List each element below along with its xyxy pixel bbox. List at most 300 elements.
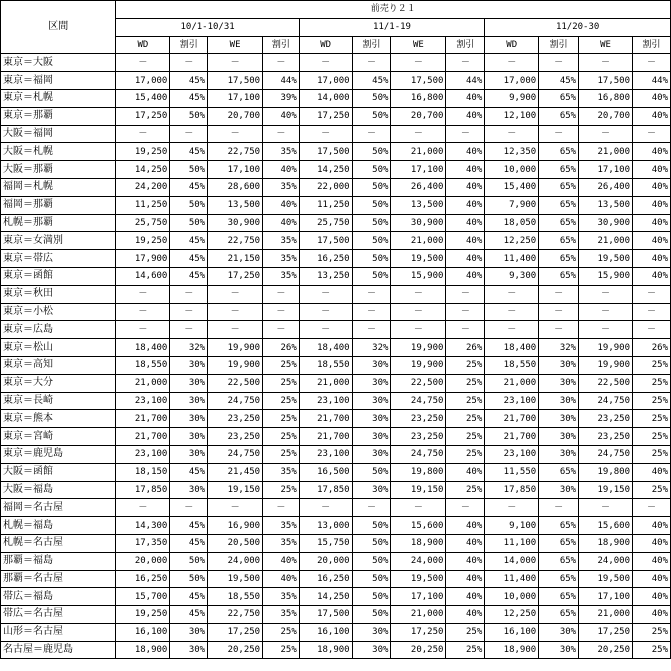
table-row — [1, 570, 671, 588]
we-fare-cell: 21,000 — [391, 143, 446, 161]
we-discount-cell: 40% — [263, 161, 300, 179]
wd-fare-cell: 16,100 — [299, 623, 352, 641]
we-fare-cell: － — [391, 321, 446, 339]
wd-fare-cell: － — [485, 125, 539, 143]
wd-fare-cell: 15,400 — [485, 178, 539, 196]
table-row — [1, 606, 671, 624]
wd-fare-cell: 17,500 — [299, 232, 352, 250]
we-discount-cell: 40% — [633, 232, 671, 250]
route-name: 東京＝熊本 — [1, 410, 116, 428]
wd-discount-cell: 30% — [352, 641, 391, 659]
table-row — [1, 214, 671, 232]
we-fare-cell: 19,500 — [391, 570, 446, 588]
wd-discount-cell: 45% — [170, 517, 208, 535]
wd-discount-cell: － — [539, 125, 579, 143]
wd-discount-cell: － — [170, 54, 208, 72]
we-fare-cell: 17,100 — [208, 89, 263, 107]
we-fare-cell: 24,750 — [208, 392, 263, 410]
route-name: 大阪＝福島 — [1, 481, 116, 499]
wd-fare-cell: 9,300 — [485, 267, 539, 285]
wd-fare-cell: 21,700 — [485, 410, 539, 428]
we-discount-cell: 25% — [263, 481, 300, 499]
wd-discount-cell: 50% — [352, 552, 391, 570]
table-row — [1, 232, 671, 250]
we-discount-cell: 26% — [446, 339, 485, 357]
wd-discount-cell: － — [352, 499, 391, 517]
we-fare-cell: 23,250 — [391, 428, 446, 446]
we-discount-cell: － — [633, 321, 671, 339]
wd-discount-cell: 30% — [352, 374, 391, 392]
route-name: 札幌＝名古屋 — [1, 534, 116, 552]
wd-fare-cell: 21,000 — [299, 374, 352, 392]
route-name: 東京＝女満別 — [1, 232, 116, 250]
we-discount-cell: 25% — [633, 445, 671, 463]
wd-fare-cell: 21,700 — [116, 428, 170, 446]
route-name: 札幌＝福島 — [1, 517, 116, 535]
we-discount-cell: 40% — [446, 196, 485, 214]
we-fare-cell: 20,250 — [579, 641, 633, 659]
we-fare-cell: － — [208, 285, 263, 303]
route-name: 東京＝広島 — [1, 321, 116, 339]
wd-discount-cell: 30% — [170, 623, 208, 641]
we-discount-cell: 40% — [446, 232, 485, 250]
table-row — [1, 428, 671, 446]
period-header-1: 10/1-10/31 — [116, 18, 299, 36]
wd-fare-cell: 12,350 — [485, 143, 539, 161]
wd-discount-cell: 50% — [170, 107, 208, 125]
wd-discount-cell: 30% — [539, 641, 579, 659]
wd-discount-cell: 30% — [170, 410, 208, 428]
we-discount-cell: 25% — [633, 356, 671, 374]
wd-discount-cell: 65% — [539, 143, 579, 161]
we-fare-cell: 13,500 — [579, 196, 633, 214]
we-fare-cell: 19,900 — [208, 356, 263, 374]
wd-fare-cell: － — [485, 321, 539, 339]
we-discount-cell: － — [446, 499, 485, 517]
we-fare-cell: 17,100 — [579, 161, 633, 179]
wd-fare-cell: － — [485, 499, 539, 517]
wd-discount-cell: 45% — [170, 143, 208, 161]
we-fare-cell: 17,100 — [391, 161, 446, 179]
we-discount-cell: 25% — [633, 481, 671, 499]
we-discount-cell: 26% — [263, 339, 300, 357]
wd-discount-cell: 45% — [170, 178, 208, 196]
wd-fare-cell: 11,400 — [485, 250, 539, 268]
we-discount-cell: － — [263, 321, 300, 339]
we-fare-cell: 22,500 — [579, 374, 633, 392]
we-fare-cell: 19,150 — [391, 481, 446, 499]
we-fare-cell: 24,000 — [391, 552, 446, 570]
wd-fare-cell: 18,550 — [485, 356, 539, 374]
table-row — [1, 54, 671, 72]
wd-fare-cell: － — [299, 285, 352, 303]
we-fare-cell: 19,150 — [208, 481, 263, 499]
wd-fare-cell: 23,100 — [116, 445, 170, 463]
wd-discount-cell: 50% — [352, 214, 391, 232]
we-fare-cell: － — [579, 125, 633, 143]
route-name: 東京＝鹿児島 — [1, 445, 116, 463]
we-discount-cell: 40% — [633, 178, 671, 196]
wd-discount-cell: 50% — [352, 89, 391, 107]
wd-discount-cell: 65% — [539, 463, 579, 481]
wd-discount-cell: 30% — [170, 428, 208, 446]
we-fare-cell: 17,500 — [579, 72, 633, 90]
we-discount-cell: 40% — [446, 89, 485, 107]
we-discount-cell: 25% — [446, 374, 485, 392]
we-fare-cell: － — [208, 321, 263, 339]
table-row — [1, 143, 671, 161]
wd-discount-cell: 50% — [352, 534, 391, 552]
col-wd: WD — [116, 36, 170, 54]
we-discount-cell: 44% — [263, 72, 300, 90]
we-discount-cell: 44% — [446, 72, 485, 90]
wd-fare-cell: 18,150 — [116, 463, 170, 481]
wd-discount-cell: － — [539, 285, 579, 303]
we-discount-cell: 40% — [633, 214, 671, 232]
col-discount: 割引 — [539, 36, 579, 54]
wd-fare-cell: 17,850 — [116, 481, 170, 499]
we-discount-cell: － — [446, 125, 485, 143]
wd-fare-cell: 14,000 — [485, 552, 539, 570]
wd-fare-cell: 13,000 — [299, 517, 352, 535]
wd-fare-cell: － — [116, 499, 170, 517]
wd-fare-cell: 18,550 — [116, 356, 170, 374]
we-discount-cell: 25% — [446, 481, 485, 499]
col-discount: 割引 — [633, 36, 671, 54]
wd-fare-cell: 16,500 — [299, 463, 352, 481]
wd-discount-cell: 32% — [170, 339, 208, 357]
we-fare-cell: 19,500 — [208, 570, 263, 588]
we-fare-cell: 21,000 — [579, 232, 633, 250]
wd-discount-cell: 50% — [170, 196, 208, 214]
we-fare-cell: 15,900 — [391, 267, 446, 285]
we-discount-cell: 25% — [633, 623, 671, 641]
wd-fare-cell: － — [485, 54, 539, 72]
route-name: 大阪＝札幌 — [1, 143, 116, 161]
we-discount-cell: 25% — [446, 445, 485, 463]
we-discount-cell: 25% — [633, 392, 671, 410]
we-fare-cell: 21,000 — [391, 606, 446, 624]
wd-fare-cell: 9,900 — [485, 89, 539, 107]
wd-discount-cell: 50% — [352, 107, 391, 125]
wd-discount-cell: 45% — [170, 232, 208, 250]
wd-discount-cell: 45% — [170, 267, 208, 285]
we-fare-cell: 20,250 — [208, 641, 263, 659]
we-fare-cell: 24,000 — [579, 552, 633, 570]
we-fare-cell: 20,700 — [391, 107, 446, 125]
wd-discount-cell: 65% — [539, 250, 579, 268]
we-discount-cell: 44% — [633, 72, 671, 90]
we-fare-cell: － — [391, 303, 446, 321]
wd-discount-cell: 65% — [539, 232, 579, 250]
wd-discount-cell: － — [170, 303, 208, 321]
we-discount-cell: 35% — [263, 534, 300, 552]
we-discount-cell: 25% — [633, 374, 671, 392]
wd-fare-cell: － — [299, 303, 352, 321]
wd-discount-cell: 65% — [539, 178, 579, 196]
wd-fare-cell: 19,250 — [116, 232, 170, 250]
we-discount-cell: 40% — [633, 107, 671, 125]
wd-discount-cell: 50% — [352, 463, 391, 481]
we-fare-cell: 21,450 — [208, 463, 263, 481]
wd-discount-cell: － — [539, 303, 579, 321]
wd-fare-cell: 18,900 — [116, 641, 170, 659]
wd-discount-cell: － — [539, 321, 579, 339]
table-row — [1, 72, 671, 90]
fare-table-body — [1, 54, 671, 659]
we-fare-cell: 16,900 — [208, 517, 263, 535]
we-discount-cell: 35% — [263, 463, 300, 481]
route-name: 東京＝函館 — [1, 267, 116, 285]
route-name: 東京＝小松 — [1, 303, 116, 321]
wd-fare-cell: － — [299, 54, 352, 72]
wd-fare-cell: 15,750 — [299, 534, 352, 552]
wd-discount-cell: 65% — [539, 214, 579, 232]
we-discount-cell: － — [446, 54, 485, 72]
we-discount-cell: － — [263, 303, 300, 321]
wd-discount-cell: 30% — [539, 481, 579, 499]
route-name: 東京＝那覇 — [1, 107, 116, 125]
wd-fare-cell: － — [116, 303, 170, 321]
route-name: 大阪＝函館 — [1, 463, 116, 481]
we-discount-cell: － — [446, 285, 485, 303]
wd-fare-cell: 16,250 — [299, 570, 352, 588]
col-wd: WD — [299, 36, 352, 54]
wd-discount-cell: 30% — [352, 481, 391, 499]
wd-discount-cell: 45% — [170, 250, 208, 268]
col-wd: WD — [485, 36, 539, 54]
we-fare-cell: 17,500 — [208, 72, 263, 90]
wd-discount-cell: － — [352, 303, 391, 321]
col-discount: 割引 — [446, 36, 485, 54]
wd-discount-cell: 30% — [539, 428, 579, 446]
we-fare-cell: 17,250 — [208, 267, 263, 285]
we-discount-cell: 40% — [446, 161, 485, 179]
we-discount-cell: 35% — [263, 250, 300, 268]
route-name: 東京＝秋田 — [1, 285, 116, 303]
we-discount-cell: 40% — [633, 534, 671, 552]
wd-discount-cell: － — [170, 499, 208, 517]
wd-discount-cell: 50% — [352, 606, 391, 624]
wd-fare-cell: 15,400 — [116, 89, 170, 107]
fare-table-header — [1, 1, 671, 54]
wd-discount-cell: 50% — [170, 214, 208, 232]
we-fare-cell: 24,000 — [208, 552, 263, 570]
we-fare-cell: － — [579, 321, 633, 339]
we-discount-cell: 40% — [263, 196, 300, 214]
table-row — [1, 623, 671, 641]
col-we: WE — [208, 36, 263, 54]
table-row — [1, 178, 671, 196]
we-fare-cell: 21,000 — [579, 143, 633, 161]
we-discount-cell: 25% — [446, 356, 485, 374]
wd-discount-cell: － — [352, 125, 391, 143]
wd-fare-cell: 18,400 — [299, 339, 352, 357]
wd-fare-cell: 21,700 — [116, 410, 170, 428]
table-row — [1, 374, 671, 392]
route-name: 那覇＝名古屋 — [1, 570, 116, 588]
we-fare-cell: 30,900 — [579, 214, 633, 232]
we-fare-cell: 22,750 — [208, 606, 263, 624]
wd-fare-cell: 16,100 — [116, 623, 170, 641]
wd-fare-cell: 14,000 — [299, 89, 352, 107]
we-fare-cell: 17,500 — [391, 72, 446, 90]
wd-discount-cell: 30% — [352, 428, 391, 446]
we-fare-cell: 19,800 — [391, 463, 446, 481]
wd-discount-cell: 50% — [352, 267, 391, 285]
wd-discount-cell: 45% — [170, 534, 208, 552]
we-fare-cell: 21,000 — [391, 232, 446, 250]
route-name: 福岡＝札幌 — [1, 178, 116, 196]
route-name: 帯広＝福島 — [1, 588, 116, 606]
we-discount-cell: － — [263, 125, 300, 143]
wd-discount-cell: 45% — [170, 588, 208, 606]
wd-fare-cell: 14,250 — [299, 588, 352, 606]
we-discount-cell: 25% — [263, 392, 300, 410]
route-name: 東京＝長崎 — [1, 392, 116, 410]
wd-discount-cell: － — [170, 285, 208, 303]
table-row — [1, 463, 671, 481]
we-discount-cell: 40% — [633, 463, 671, 481]
table-row — [1, 517, 671, 535]
we-discount-cell: － — [263, 499, 300, 517]
wd-discount-cell: － — [539, 54, 579, 72]
wd-discount-cell: 30% — [170, 641, 208, 659]
we-discount-cell: － — [263, 54, 300, 72]
we-discount-cell: 40% — [263, 214, 300, 232]
we-discount-cell: 35% — [263, 588, 300, 606]
wd-discount-cell: 50% — [352, 570, 391, 588]
wd-discount-cell: 30% — [539, 623, 579, 641]
wd-fare-cell: 12,250 — [485, 232, 539, 250]
we-fare-cell: 19,900 — [579, 356, 633, 374]
we-fare-cell: － — [208, 125, 263, 143]
col-discount: 割引 — [170, 36, 208, 54]
we-fare-cell: 22,750 — [208, 232, 263, 250]
wd-fare-cell: 17,900 — [116, 250, 170, 268]
we-discount-cell: 25% — [446, 641, 485, 659]
we-fare-cell: 20,700 — [579, 107, 633, 125]
table-row — [1, 641, 671, 659]
we-discount-cell: － — [263, 285, 300, 303]
wd-fare-cell: － — [116, 54, 170, 72]
wd-discount-cell: 45% — [170, 89, 208, 107]
wd-fare-cell: 12,100 — [485, 107, 539, 125]
wd-fare-cell: 20,000 — [116, 552, 170, 570]
we-discount-cell: 40% — [446, 517, 485, 535]
we-fare-cell: 19,800 — [579, 463, 633, 481]
we-discount-cell: 25% — [633, 641, 671, 659]
we-fare-cell: 15,600 — [579, 517, 633, 535]
wd-discount-cell: 50% — [170, 552, 208, 570]
we-fare-cell: － — [579, 54, 633, 72]
we-discount-cell: 35% — [263, 517, 300, 535]
wd-fare-cell: 23,100 — [299, 392, 352, 410]
we-discount-cell: － — [633, 54, 671, 72]
we-discount-cell: 25% — [633, 410, 671, 428]
wd-discount-cell: 30% — [352, 392, 391, 410]
we-discount-cell: 40% — [263, 552, 300, 570]
wd-fare-cell: 22,000 — [299, 178, 352, 196]
route-name: 福岡＝名古屋 — [1, 499, 116, 517]
we-fare-cell: － — [208, 499, 263, 517]
we-discount-cell: 25% — [446, 623, 485, 641]
wd-fare-cell: － — [299, 499, 352, 517]
we-fare-cell: 23,250 — [579, 410, 633, 428]
we-discount-cell: 25% — [263, 445, 300, 463]
we-fare-cell: 22,750 — [208, 143, 263, 161]
table-row — [1, 588, 671, 606]
wd-fare-cell: 11,100 — [485, 534, 539, 552]
wd-fare-cell: 20,000 — [299, 552, 352, 570]
table-row — [1, 161, 671, 179]
we-discount-cell: 40% — [263, 570, 300, 588]
we-fare-cell: 15,900 — [579, 267, 633, 285]
we-discount-cell: 40% — [633, 143, 671, 161]
we-discount-cell: 40% — [446, 250, 485, 268]
wd-discount-cell: 65% — [539, 267, 579, 285]
wd-discount-cell: 65% — [539, 588, 579, 606]
we-fare-cell: 19,900 — [391, 356, 446, 374]
period-header-2: 11/1-19 — [299, 18, 485, 36]
we-discount-cell: 25% — [263, 410, 300, 428]
wd-fare-cell: 18,900 — [485, 641, 539, 659]
we-discount-cell: 40% — [446, 606, 485, 624]
we-discount-cell: 40% — [633, 606, 671, 624]
we-fare-cell: 17,250 — [391, 623, 446, 641]
route-name: 東京＝高知 — [1, 356, 116, 374]
wd-fare-cell: 21,000 — [116, 374, 170, 392]
we-discount-cell: － — [446, 321, 485, 339]
we-fare-cell: 18,900 — [579, 534, 633, 552]
wd-fare-cell: － — [116, 285, 170, 303]
we-discount-cell: 40% — [446, 534, 485, 552]
wd-discount-cell: 65% — [539, 552, 579, 570]
route-name: 大阪＝那覇 — [1, 161, 116, 179]
wd-discount-cell: 50% — [170, 570, 208, 588]
we-fare-cell: 19,500 — [579, 570, 633, 588]
we-discount-cell: 40% — [633, 552, 671, 570]
wd-discount-cell: 30% — [170, 356, 208, 374]
wd-discount-cell: 50% — [352, 588, 391, 606]
wd-fare-cell: 14,250 — [299, 161, 352, 179]
we-fare-cell: 23,250 — [208, 428, 263, 446]
we-discount-cell: 40% — [446, 570, 485, 588]
wd-discount-cell: 30% — [170, 392, 208, 410]
we-discount-cell: 40% — [633, 196, 671, 214]
we-discount-cell: 40% — [446, 588, 485, 606]
wd-discount-cell: 65% — [539, 161, 579, 179]
wd-discount-cell: 30% — [539, 392, 579, 410]
we-fare-cell: 23,250 — [579, 428, 633, 446]
period-header-3: 11/20-30 — [485, 18, 671, 36]
we-fare-cell: 19,500 — [579, 250, 633, 268]
wd-discount-cell: 45% — [170, 606, 208, 624]
col-we: WE — [391, 36, 446, 54]
wd-discount-cell: 65% — [539, 89, 579, 107]
we-discount-cell: 26% — [633, 339, 671, 357]
wd-discount-cell: 50% — [352, 517, 391, 535]
wd-discount-cell: 65% — [539, 534, 579, 552]
wd-fare-cell: 18,400 — [485, 339, 539, 357]
wd-discount-cell: 30% — [352, 356, 391, 374]
wd-discount-cell: 45% — [170, 72, 208, 90]
table-row — [1, 552, 671, 570]
we-discount-cell: 39% — [263, 89, 300, 107]
wd-discount-cell: 30% — [170, 481, 208, 499]
wd-discount-cell: 30% — [352, 623, 391, 641]
wd-fare-cell: 18,050 — [485, 214, 539, 232]
